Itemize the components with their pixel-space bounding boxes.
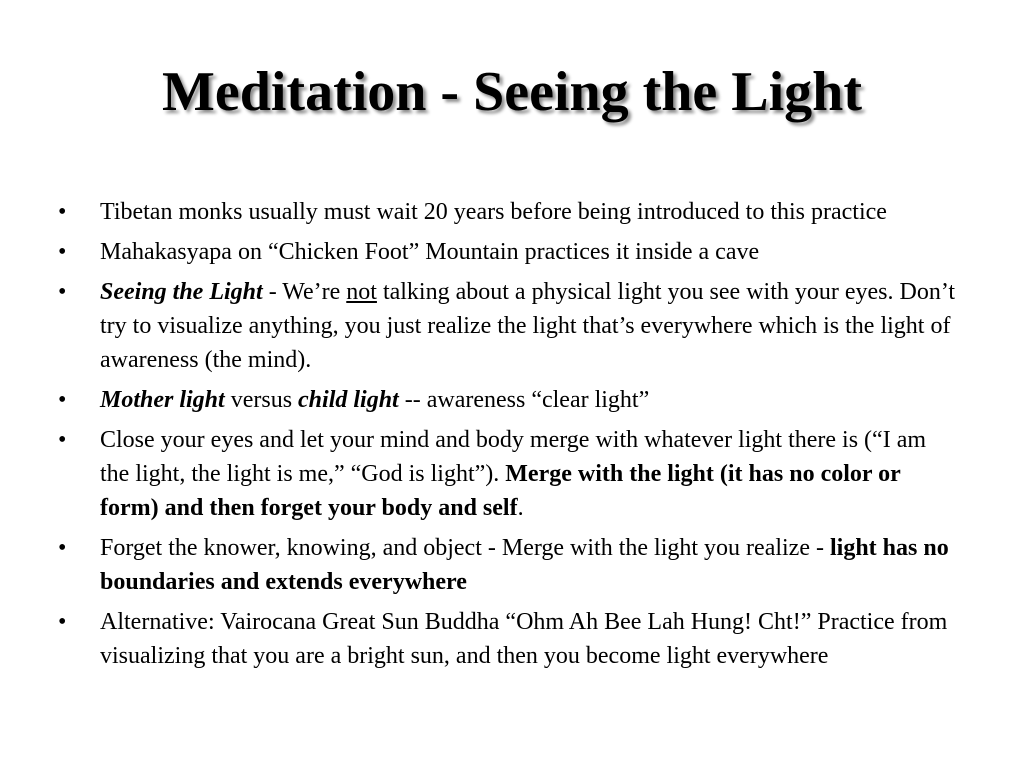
bullet-item bbox=[58, 383, 958, 417]
bullet-text-run: Mother light bbox=[100, 387, 225, 413]
bullet-text-run: light has no boundaries and extends everywhere bbox=[100, 535, 949, 595]
bullet-text-run: Tibetan monks usually must wait 20 years before being introduced to this practice bbox=[100, 199, 887, 225]
bullet-text-run: Merge with the light (it has no color or form) and then forget your body and self bbox=[100, 461, 901, 521]
bullet-marker: • bbox=[58, 239, 67, 265]
bullet-item bbox=[58, 531, 958, 599]
slide-title: Meditation - Seeing the Light bbox=[162, 61, 862, 123]
bullet-item bbox=[58, 235, 958, 269]
bullet-item bbox=[58, 275, 958, 377]
bullet-list bbox=[58, 195, 958, 679]
bullet-item bbox=[58, 195, 958, 229]
bullet-text-run: Alternative: Vairocana Great Sun Buddha “Ohm Ah Bee Lah Hung! Cht!” Practice from visualizing that you are a bright sun, and then you become light everywhere bbox=[100, 609, 948, 669]
bullet-text-run: -- awareness “clear light” bbox=[398, 387, 650, 413]
bullet-item bbox=[58, 605, 958, 673]
bullet-marker: • bbox=[58, 535, 67, 561]
bullet-text-run: Close your eyes and let your mind and body merge with whatever light there is (“I am the light, the light is me,” “God is light”). bbox=[100, 427, 927, 487]
bullet-text-run: Forget the knower, knowing, and object - Merge with the light you realize - bbox=[100, 535, 830, 561]
bullet-marker: • bbox=[58, 279, 67, 305]
bullet-text-run: Mahakasyapa on “Chicken Foot” Mountain practices it inside a cave bbox=[100, 239, 760, 265]
bullet-text-run: - We’re bbox=[262, 279, 347, 305]
bullet-text-run: . bbox=[517, 495, 524, 521]
bullet-text-run: Seeing the Light bbox=[100, 279, 263, 305]
bullet-text-run: not bbox=[346, 279, 377, 305]
bullet-text-run: versus bbox=[224, 387, 299, 413]
bullet-marker: • bbox=[58, 387, 67, 413]
bullet-marker: • bbox=[58, 427, 67, 453]
bullet-marker: • bbox=[58, 199, 67, 225]
bullet-text-run: talking about a physical light you see with your eyes. Don’t try to visualize anything, you just realize the light that’s everywhere which is the light of awareness (the mind). bbox=[100, 279, 956, 373]
bullet-marker: • bbox=[58, 609, 67, 635]
bullet-text-run: child light bbox=[298, 387, 399, 413]
bullet-item bbox=[58, 423, 958, 525]
